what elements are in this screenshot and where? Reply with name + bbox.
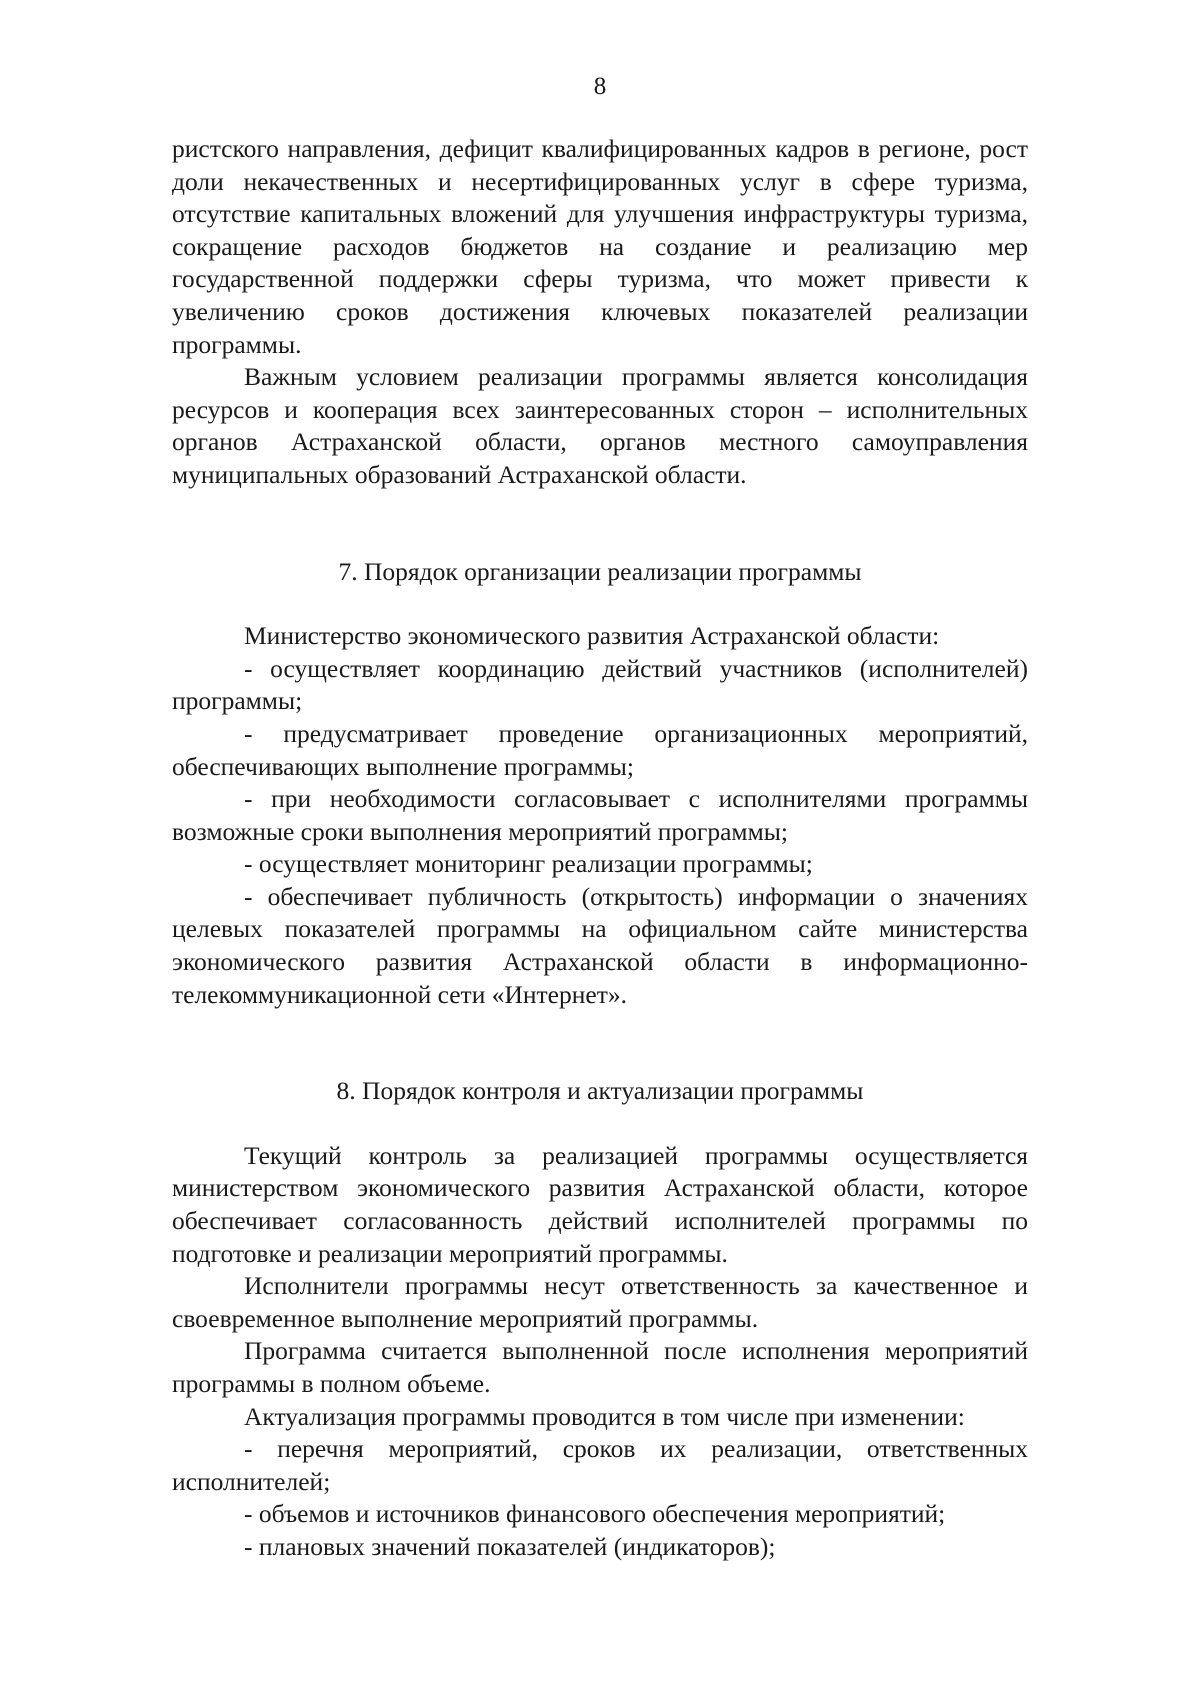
- section-8-paragraph: Актуализация программы проводится в том числе при изменении:: [244, 1401, 965, 1431]
- section-7-heading: 7. Порядок организации реализации программы: [338, 556, 862, 586]
- page-content: [172, 133, 1028, 1564]
- section-8-list-item: - объемов и источников финансового обеспечения мероприятий;: [244, 1499, 946, 1529]
- section-8-paragraph: Программа считается выполненной после исполнения мероприятий программы в полном объеме.: [172, 1336, 1028, 1398]
- section-8-list-item: - плановых значений показателей (индикаторов);: [244, 1531, 776, 1561]
- section-8-paragraph: Исполнители программы несут ответственность за качественное и своевременное выполнение мероприятий программы.: [172, 1271, 1028, 1333]
- section-7-list-item: - осуществляет мониторинг реализации программы;: [244, 849, 813, 879]
- section-7-paragraph: Министерство экономического развития Астраханской области:: [244, 621, 940, 651]
- section-7-list-item: - осуществляет координацию действий участников (исполнителей) программы;: [172, 653, 1028, 716]
- section-7-list-item: - предусматривает проведение организационных мероприятий, обеспечивающих выполнение программы;: [172, 718, 1028, 781]
- section-7-list-item: - при необходимости согласовывает с исполнителями программы возможные сроки выполнения мероприятий программы;: [172, 784, 1028, 846]
- spacer: [172, 1108, 1028, 1140]
- section-8-heading: 8. Порядок контроля и актуализации программы: [336, 1076, 864, 1106]
- section-7-list-item: - обеспечивает публичность (открытость) информации о значениях целевых показателей программы на официальном сайте министерства экономического развития Астраханской области в информационно-телекоммуникационной сети «Интернет».: [172, 881, 1028, 1009]
- intro-paragraph-continuation: ристского направления, дефицит квалифицированных кадров в регионе, рост доли некачественных и несертифицированных услуг в сфере туризма, отсутствие капитальных вложений для улучшения инфраструктуры туризма, сокращение расходов бюджетов на создание и реализацию мер государственной поддержки сферы туризма, что может привести к увеличению сроков достижения ключевых показателей реализации программы.: [172, 134, 1028, 359]
- intro-paragraph-consolidation: Важным условием реализации программы является консолидация ресурсов и кооперация всех заинтересованных сторон – исполнительных органов Астраханской области, органов местного самоуправления муниципальных образований Астраханской области.: [172, 362, 1028, 489]
- page-number: 8: [593, 73, 607, 100]
- spacer: [172, 588, 1028, 620]
- spacer: [172, 492, 1028, 556]
- spacer: [172, 1011, 1028, 1075]
- section-8-paragraph: Текущий контроль за реализацией программы осуществляется министерством экономического развития Астраханской области, которое обеспечивает согласованность действий исполнителей программы по подготовке и реализации мероприятий программы.: [172, 1140, 1028, 1268]
- section-8-list-item: - перечня мероприятий, сроков их реализации, ответственных исполнителей;: [172, 1434, 1028, 1496]
